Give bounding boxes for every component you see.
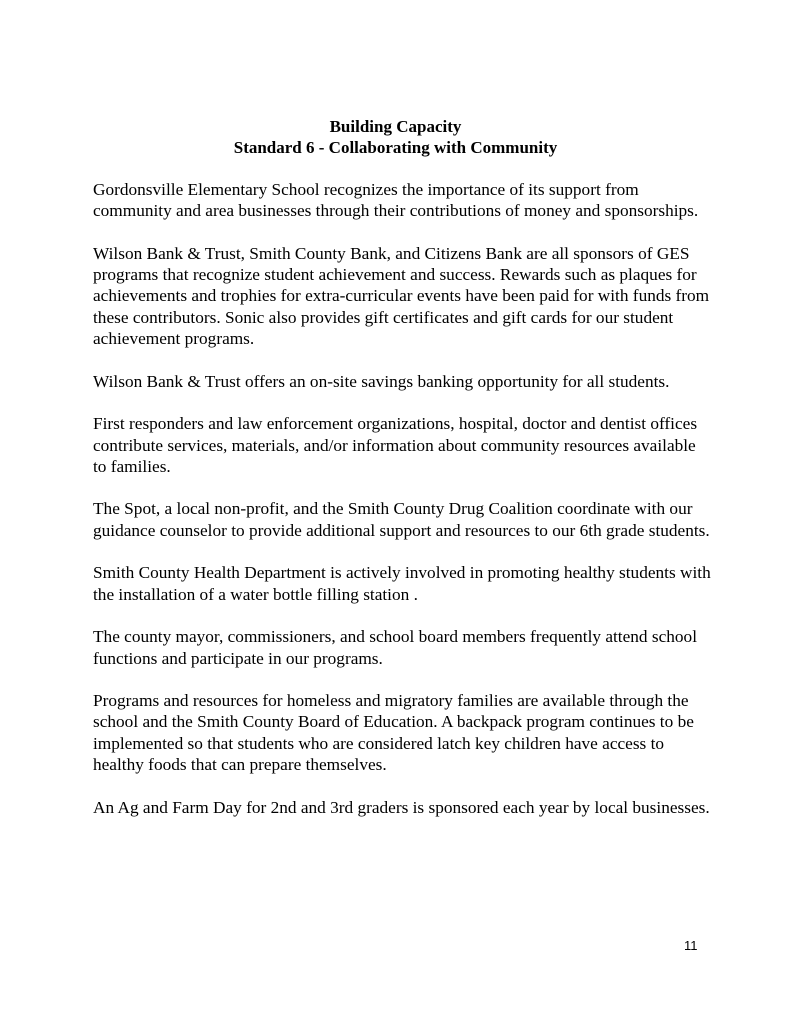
page-subtitle: Standard 6 - Collaborating with Community	[233, 138, 558, 157]
paragraph-bank-sponsors: Wilson Bank & Trust, Smith County Bank, and Citizens Bank are all sponsors of GES programs that recognize student achievement and success. Rewards such as plaques for achievements and trophies for extra-curricular events have been paid for with funds from these contributors. Sonic also provides gift certificates and gift cards for our student achievement programs.	[93, 243, 710, 349]
heading-block	[0, 116, 791, 158]
paragraph-savings-banking: Wilson Bank & Trust offers an on-site savings banking opportunity for all students.	[93, 371, 670, 391]
paragraph-ag-farm-day: An Ag and Farm Day for 2nd and 3rd graders is sponsored each year by local businesses.	[93, 797, 710, 817]
paragraph-school-support: Gordonsville Elementary School recognizes the importance of its support from community and area businesses through their contributions of money and sponsorships.	[93, 180, 699, 221]
paragraph-first-responders: First responders and law enforcement organizations, hospital, doctor and dentist offices contribute services, materials, and/or information about community resources available to families.	[93, 414, 698, 476]
paragraph-drug-coalition: The Spot, a local non-profit, and the Smith County Drug Coalition coordinate with our guidance counselor to provide additional support and resources to our 6th grade students.	[93, 499, 710, 540]
document-body	[93, 179, 713, 839]
page-number: 11	[684, 938, 698, 953]
paragraph-health-department: Smith County Health Department is actively involved in promoting healthy students with the installation of a water bottle filling station .	[93, 563, 711, 604]
paragraph-county-officials: The county mayor, commissioners, and school board members frequently attend school functions and participate in our programs.	[93, 627, 697, 668]
page-title: Building Capacity	[329, 117, 462, 136]
paragraph-homeless-programs: Programs and resources for homeless and migratory families are available through the school and the Smith County Board of Education. A backpack program continues to be implemented so that students who are considered latch key children have access to healthy foods that can prepare themselves.	[93, 691, 694, 775]
